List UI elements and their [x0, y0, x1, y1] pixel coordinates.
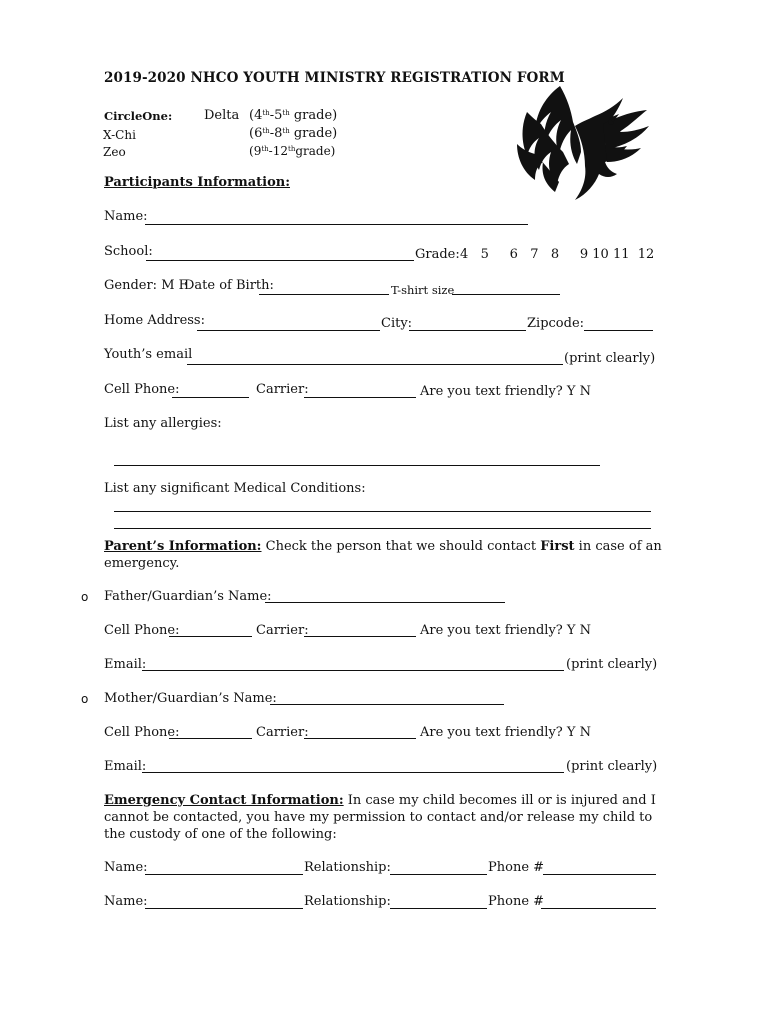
mother-cell-label: Cell Phone: [104, 725, 180, 740]
phone-label-2: Phone # [488, 894, 545, 909]
tshirt-field[interactable] [452, 294, 560, 295]
grade-label: Grade: [415, 247, 460, 262]
emergency-intro: Emergency Contact Information: In case my child becomes ill or is injured and I cannot be contacted, you have my permission to contact and/or release my child to the custody of one of the following: [104, 793, 656, 842]
grade-range-zeo: (9th-12thgrade) [249, 144, 336, 158]
relationship-label-2: Relationship: [304, 894, 391, 909]
school-field[interactable] [146, 260, 414, 261]
mother-email-field[interactable] [142, 772, 564, 773]
dob-field[interactable] [259, 294, 389, 295]
father-carrier-label: Carrier: [256, 623, 309, 638]
father-name-label: Father/Guardian’s Name: [104, 589, 272, 604]
youth-email-label: Youth’s email [104, 347, 193, 362]
mother-print-clearly: (print clearly) [566, 759, 658, 774]
relationship-field-2[interactable] [390, 908, 487, 909]
grade-options[interactable]: 4 5 6 7 8 9 10 11 12 [460, 247, 655, 262]
phone-field-1[interactable] [543, 874, 656, 875]
father-cell-field[interactable] [169, 636, 252, 637]
parent-info-intro: Parent’s Information: Check the person that we should contact First in case of an emergency. [104, 539, 662, 571]
relationship-field-1[interactable] [390, 874, 487, 875]
father-email-field[interactable] [142, 670, 564, 671]
phoenix-logo-icon [515, 82, 655, 207]
allergies-label: List any allergies: [104, 416, 222, 431]
emergency-heading: Emergency Contact Information: [104, 793, 344, 808]
carrier-label: Carrier: [256, 382, 309, 397]
medical-label: List any significant Medical Conditions: [104, 481, 366, 496]
mother-carrier-field[interactable] [304, 738, 416, 739]
father-text-friendly[interactable]: Are you text friendly? Y N [420, 623, 591, 638]
emergency-name-label-2: Name: [104, 894, 148, 909]
phone-label-1: Phone # [488, 860, 545, 875]
name-label: Name: [104, 209, 148, 224]
print-clearly-note: (print clearly) [564, 351, 656, 366]
medical-field-1[interactable] [114, 511, 651, 512]
dob-label: Date of Birth: [184, 278, 274, 293]
mother-carrier-label: Carrier: [256, 725, 309, 740]
text-friendly-question[interactable]: Are you text friendly? Y N [420, 384, 591, 399]
relationship-label-1: Relationship: [304, 860, 391, 875]
circle-one-label: CircleOne: [104, 109, 173, 123]
school-label: School: [104, 244, 153, 259]
participant-name-field[interactable] [145, 224, 528, 225]
grade-range-xchi: (6th-8th grade) [249, 126, 338, 141]
zip-label: Zipcode: [527, 316, 585, 331]
father-carrier-field[interactable] [304, 636, 416, 637]
group-delta: Delta [204, 108, 240, 123]
tshirt-label: T-shirt size [391, 283, 455, 297]
cell-phone-label: Cell Phone: [104, 382, 180, 397]
grade-range-delta: (4th-5th grade) [249, 108, 338, 123]
mother-checkbox[interactable]: o [81, 692, 89, 706]
participants-heading: Participants Information: [104, 175, 290, 190]
form-title: 2019-2020 NHCO YOUTH MINISTRY REGISTRATION FORM [104, 70, 565, 86]
group-zeo: Zeo [103, 145, 126, 159]
emergency-name-label-1: Name: [104, 860, 148, 875]
medical-field-2[interactable] [114, 528, 651, 529]
parent-info-heading: Parent’s Information: [104, 539, 262, 554]
address-label: Home Address: [104, 313, 205, 328]
cell-phone-field[interactable] [172, 397, 249, 398]
mother-cell-field[interactable] [169, 738, 252, 739]
father-email-label: Email: [104, 657, 147, 672]
allergies-field[interactable] [114, 465, 600, 466]
emergency-name-field-1[interactable] [145, 874, 303, 875]
mother-email-label: Email: [104, 759, 147, 774]
mother-text-friendly[interactable]: Are you text friendly? Y N [420, 725, 591, 740]
father-cell-label: Cell Phone: [104, 623, 180, 638]
gender-label[interactable]: Gender: M F [104, 278, 188, 293]
father-print-clearly: (print clearly) [566, 657, 658, 672]
mother-name-field[interactable] [270, 704, 504, 705]
father-checkbox[interactable]: o [81, 590, 89, 604]
city-label: City: [381, 316, 413, 331]
zip-field[interactable] [584, 330, 653, 331]
mother-name-label: Mother/Guardian’s Name: [104, 691, 277, 706]
address-field[interactable] [197, 330, 380, 331]
youth-email-field[interactable] [187, 364, 563, 365]
phone-field-2[interactable] [541, 908, 656, 909]
carrier-field[interactable] [304, 397, 416, 398]
group-xchi: X-Chi [103, 128, 136, 142]
city-field[interactable] [409, 330, 526, 331]
father-name-field[interactable] [265, 602, 505, 603]
emergency-name-field-2[interactable] [145, 908, 303, 909]
